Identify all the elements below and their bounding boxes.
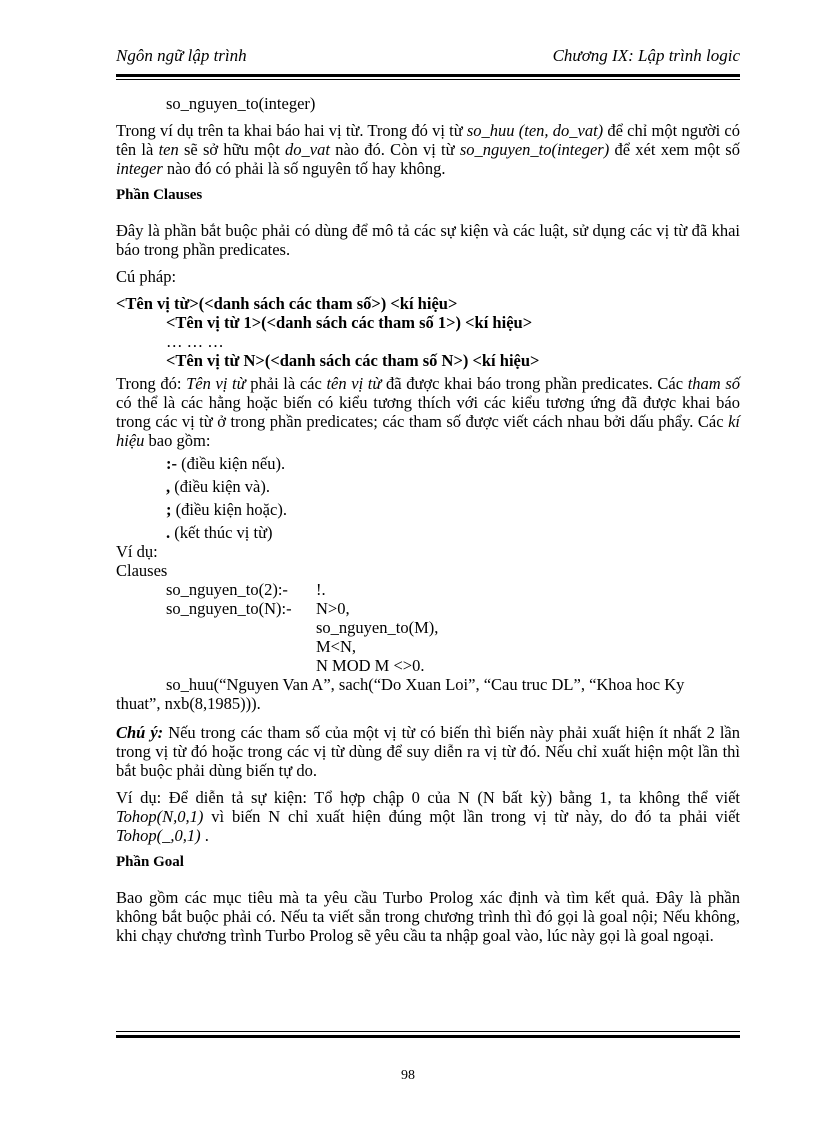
syntax-line: <Tên vị từ 1>(<danh sách các tham số 1>) <kí hiệu>	[166, 313, 533, 332]
footer-rule-thick	[116, 1035, 740, 1038]
example-label: Ví dụ:	[116, 542, 158, 561]
syntax-label: Cú pháp:	[116, 267, 177, 286]
code-line: N MOD M <>0.	[316, 656, 425, 675]
symbol-item: ; (điều kiện hoặc).	[166, 500, 287, 519]
page-body	[116, 94, 740, 945]
code-line: so_nguyen_to(N):- N>0,	[166, 599, 350, 618]
code-line: thuat”, nxb(8,1985))).	[116, 694, 261, 713]
header-chapter-title: Chương IX: Lập trình logic	[552, 46, 740, 65]
syntax-ellipsis: … … …	[166, 332, 224, 351]
paragraph-explanation: Trong đó: Tên vị từ phải là các tên vị từ đã được khai báo trong phần predicates. Các tham số có thể là các hằng hoặc biến có kiểu tương thích với các kiểu tương ứng đã được khai báo trong các vị từ ở trong phần predicates; các tham số được viết cách nhau bởi dấu phẩy. Các kí hiệu bao gồm:	[116, 374, 741, 450]
footer-rule-thin	[116, 1031, 740, 1032]
paragraph-example: Ví dụ: Để diễn tả sự kiện: Tổ hợp chập 0 của N (N bất kỳ) bằng 1, ta không thể viết Tohop(N,0,1) vì biến N chỉ xuất hiện đúng một lần trong vị từ này, do đó ta phải viết Tohop(_,0,1) .	[116, 788, 740, 845]
page-number: 98	[401, 1068, 415, 1083]
symbol-item: :- (điều kiện nếu).	[166, 454, 286, 473]
header-rule-thin	[116, 79, 740, 80]
symbol-item: , (điều kiện và).	[166, 477, 271, 496]
symbol-item: . (kết thúc vị từ)	[166, 523, 273, 542]
paragraph-intro: Trong ví dụ trên ta khai báo hai vị từ. Trong đó vị từ so_huu (ten, do_vat) để chỉ một người có tên là ten sẽ sở hữu một do_vat nào đó. Còn vị từ so_nguyen_to(integer) để xét xem một số integer nào đó có phải là số nguyên tố hay không.	[116, 121, 740, 178]
code-line: M<N,	[316, 637, 357, 656]
header-rule-thick	[116, 74, 740, 77]
section-heading-clauses: Phần Clauses	[116, 187, 203, 203]
clauses-keyword: Clauses	[116, 561, 168, 580]
code-line: so_nguyen_to(2):- !.	[166, 580, 326, 599]
note-paragraph: Chú ý: Nếu trong các tham số của một vị từ có biến thì biến này phải xuất hiện ít nhất 2 lần trong vị từ đó hoặc trong các vị từ dùng để suy diễn ra vị từ đó. Nếu chỉ xuất hiện một lần thì bắt buộc phải dùng biến tự do.	[116, 723, 740, 780]
header-book-title: Ngôn ngữ lập trình	[116, 46, 247, 65]
code-line: so_huu(“Nguyen Van A”, sach(“Do Xuan Loi”, “Cau truc DL”, “Khoa hoc Ky	[166, 675, 685, 694]
code-line: so_nguyen_to(M),	[316, 618, 439, 637]
syntax-line: <Tên vị từ N>(<danh sách các tham số N>) <kí hiệu>	[166, 351, 540, 370]
paragraph-goal: Bao gồm các mục tiêu mà ta yêu cầu Turbo Prolog xác định và tìm kết quả. Đây là phần không bắt buộc phải có. Nếu ta viết sẵn trong chương trình thì đó gọi là goal nội; Nếu không, khi chạy chương trình Turbo Prolog sẽ yêu cầu ta nhập goal vào, lúc này gọi là goal ngoại.	[116, 888, 740, 945]
code-line: so_nguyen_to(integer)	[166, 94, 316, 113]
page-header	[116, 44, 740, 70]
section-heading-goal: Phần Goal	[116, 854, 184, 870]
syntax-line: <Tên vị từ>(<danh sách các tham số>) <kí hiệu>	[116, 294, 458, 313]
paragraph-clauses: Đây là phần bắt buộc phải có dùng để mô tả các sự kiện và các luật, sử dụng các vị từ đã khai báo trong phần predicates.	[116, 221, 740, 259]
